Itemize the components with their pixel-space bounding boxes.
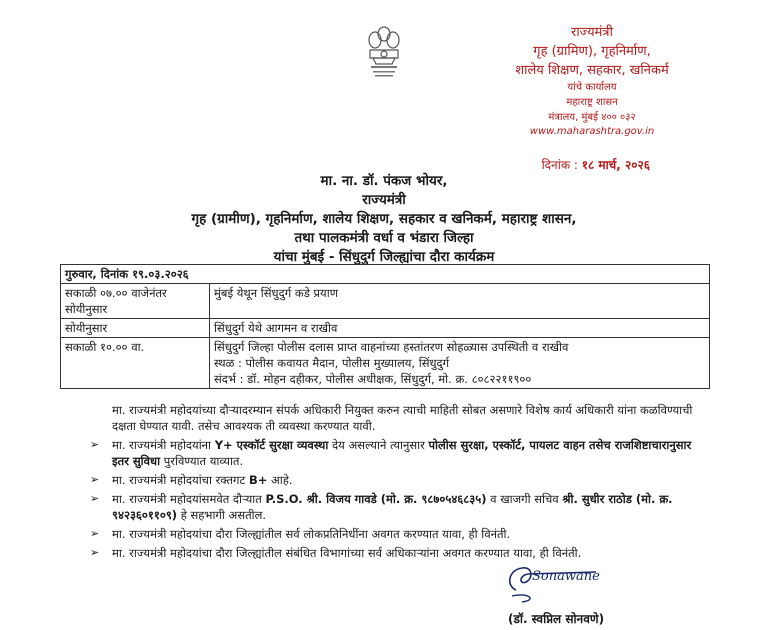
note-text: मा. राज्यमंत्री महोदयांना: [112, 438, 215, 452]
note-text: व खाजगी सचिव: [486, 492, 563, 506]
schedule-time: सकाळी ०७.०० वाजेनंतर सोयीनुसार: [61, 284, 210, 319]
note-item: [90, 402, 710, 434]
signature-icon: [498, 556, 608, 604]
office-title: राज्यमंत्री: [571, 25, 613, 40]
note-text: मा. राज्यमंत्री महोदयांचा दौरा जिल्ह्यांतील सर्व लोकप्रतिनिधींना अवगत करण्यात यावा, ही विनंती.: [112, 527, 511, 541]
header-portfolios: गृह (ग्रामीण), गृहनिर्माण, शालेय शिक्षण, सहकार व खनिकर्म, महाराष्ट्र शासन,: [191, 211, 577, 227]
schedule-event-cell: [210, 338, 710, 389]
office-address-block: [462, 24, 722, 139]
note-bold: B+: [248, 473, 268, 487]
schedule-event: सिंधुदुर्ग येथे आगमन व राखीव: [210, 319, 710, 338]
table-row: [61, 319, 710, 338]
schedule-time: सकाळी १०.०० वा.: [61, 338, 210, 389]
note-text: मा. राज्यमंत्री महोदयांचा रक्तगट: [112, 473, 249, 487]
schedule-time: सोयीनुसार: [61, 319, 210, 338]
office-website: www.maharashtra.gov.in: [529, 126, 655, 137]
signatory-name: (डॉ. स्वप्निल सोनवणे): [508, 612, 605, 626]
schedule-day: गुरुवार, दिनांक १९.०३.२०२६: [61, 265, 710, 284]
note-bold: P.S.O. श्री. विजय गावडे (मो. क्र. ९८७०५४६८३५): [265, 492, 487, 506]
office-address: मंत्रालय, मुंबई ४०० ०३२: [548, 112, 636, 123]
table-row: [61, 284, 710, 319]
note-item: [90, 526, 710, 542]
note-text: हे सहभागी असतील.: [177, 508, 267, 522]
header-guardian-minister: तथा पालकमंत्री वर्धा व भंडारा जिल्हा: [294, 230, 474, 246]
schedule-table: [60, 264, 710, 389]
note-text: पुरविण्यात याव्यात.: [160, 454, 244, 468]
office-portfolio-2: शालेय शिक्षण, सहकार, खनिकर्म: [515, 63, 669, 78]
schedule-place: स्थळ : पोलीस कवायत मैदान, पोलीस मुख्यालय, सिंधुदुर्ग: [214, 356, 450, 370]
office-portfolio-1: गृह (ग्रामिण), गृहनिर्माण,: [533, 44, 651, 59]
letter-date: [542, 156, 650, 173]
note-text: मा. राज्यमंत्री महोदयांचा दौरा जिल्ह्यांतील संबंधित विभागांच्या सर्व अधिकाऱ्यांना अवगत करण्यात यावा, ही विनंती.: [112, 546, 582, 560]
table-row: [61, 338, 710, 389]
date-label: दिनांक :: [541, 158, 578, 172]
header-tour-title: यांचा मुंबई - सिंधुदुर्ग जिल्ह्यांचा दौरा कार्यक्रम: [273, 249, 495, 265]
date-value: १८ मार्च, २०२६: [581, 158, 650, 172]
schedule-event: सिंधुदुर्ग जिल्हा पोलीस दलास प्राप्त वाहनांच्या हस्तांतरण सोहळ्यास उपस्थिती व राखीव: [214, 340, 569, 354]
note-item: [90, 491, 710, 523]
note-item: [90, 545, 710, 561]
note-text: मा. राज्यमंत्री महोदयांच्या दौऱ्यादरम्यान संपर्क अधिकारी नियुक्त करुन त्याची माहिती सोबत असणारे विशेष कार्य अधिकारी यांना कळविण्याची दक्षता घेण्यात यावी. तसेच आवश्यक ती व्यवस्था करण्यात यावी.: [112, 403, 693, 433]
note-item: [90, 437, 710, 469]
schedule-contact: संदर्भ : डॉ. मोहन दहीकर, पोलीस अधीक्षक, सिंधुदुर्ग, मो. क्र. ८०८२२११९००: [214, 372, 532, 386]
notes-list: [90, 402, 710, 564]
office-office: यांचे कार्यालय: [567, 82, 617, 93]
table-row: [61, 265, 710, 284]
arrow-bullet-icon: ➢: [90, 546, 100, 559]
note-text: मा. राज्यमंत्री महोदयांसमवेत दौऱ्यात: [112, 492, 266, 506]
arrow-bullet-icon: ➢: [90, 473, 100, 486]
note-item: [90, 472, 710, 488]
header-designation: राज्यमंत्री: [362, 192, 406, 208]
arrow-bullet-icon: ➢: [90, 527, 100, 540]
signature-text: Sonawane: [532, 569, 600, 584]
note-bold: Y+ एस्कॉर्ट सुरक्षा व्यवस्था: [214, 438, 329, 452]
note-text: आहे.: [267, 473, 293, 487]
note-bold: श्री. सुधीर राठोड (मो. क्र. ९४२३६०११०९): [112, 492, 673, 522]
arrow-bullet-icon: ➢: [90, 492, 100, 505]
emblem-icon: [365, 24, 403, 84]
note-text: देय असल्याने त्यानुसार: [328, 438, 429, 452]
header-name: मा. ना. डॉ. पंकज भोयर,: [320, 173, 448, 189]
office-government: महाराष्ट्र शासन: [566, 97, 618, 108]
arrow-bullet-icon: ➢: [90, 438, 100, 451]
note-bold: पोलीस सुरक्षा, एस्कॉर्ट, पायलट वाहन तसेच राजशिष्टाचारानुसार इतर सुविधा: [112, 438, 692, 468]
schedule-event: मुंबई येथून सिंधुदुर्ग कडे प्रयाण: [210, 284, 710, 319]
